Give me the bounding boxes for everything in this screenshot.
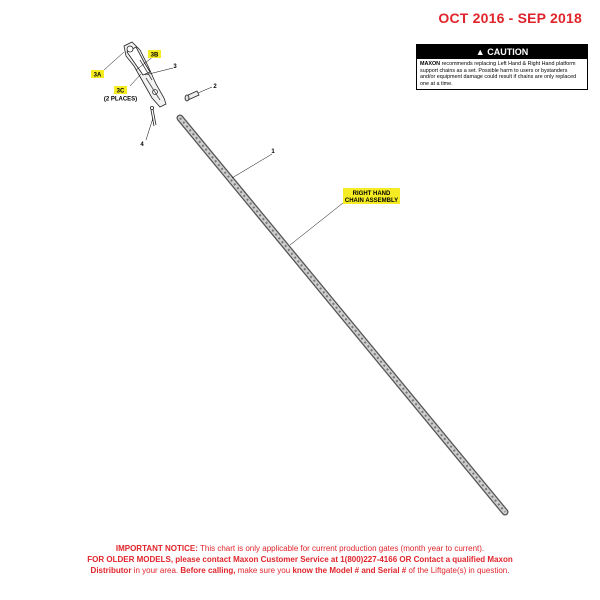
date-range: OCT 2016 - SEP 2018	[438, 10, 582, 26]
caution-message: recommends replacing Left Hand & Right Hand platform support chains as a set. Possible harm to users or bystanders and/or equipment damage could result if chains are only replaced one at a time.	[420, 61, 577, 87]
callout-3b-text: 3B	[150, 52, 159, 59]
callout-2-text: 2	[213, 84, 217, 90]
notice-line-3	[0, 565, 600, 576]
callout-2	[213, 84, 217, 90]
notice-end: of the Liftgate(s) in question.	[408, 566, 510, 575]
notice-before: Before calling,	[180, 566, 236, 575]
warning-triangle-icon: ▲	[475, 47, 485, 57]
leader-lines	[104, 52, 343, 245]
callout-3	[173, 64, 177, 70]
callout-4-text: 4	[140, 142, 144, 148]
notice-line-1	[0, 543, 600, 554]
callout-3a	[91, 70, 104, 79]
notice-distributor: Distributor	[90, 566, 132, 575]
notice-lead: IMPORTANT NOTICE:	[115, 544, 198, 553]
callout-3a-text: 3A	[93, 72, 102, 79]
callout-assembly	[343, 188, 400, 204]
notice-mid2: make sure you	[237, 566, 291, 575]
callout-3-text: 3	[173, 64, 177, 70]
caution-title: CAUTION	[487, 47, 529, 57]
caution-brand: MAXON	[420, 61, 441, 67]
callout-3c-note: (2 PLACES)	[103, 96, 138, 103]
notice-line-2	[0, 554, 600, 565]
assembly-label-line1: RIGHT HAND	[352, 191, 391, 197]
important-notice	[0, 543, 600, 576]
notice-mid: in your area.	[133, 566, 179, 575]
callout-4	[140, 142, 144, 148]
notice-line1-text: This chart is only applicable for current production gates (month year to current).	[200, 544, 485, 553]
notice-older-models: FOR OLDER MODELS, please contact Maxon Customer Service at 1(800)227-4166 OR Contact a qualified Maxon	[87, 555, 513, 564]
callout-1	[271, 149, 275, 155]
chain	[180, 118, 505, 512]
pin-part	[185, 91, 199, 101]
callout-1-text: 1	[271, 149, 275, 155]
callout-3c-text: 3C	[116, 88, 125, 95]
callout-3c	[104, 86, 137, 103]
notice-know: know the Model # and Serial #	[292, 566, 407, 575]
assembly-label-line2: CHAIN ASSEMBLY	[344, 198, 399, 204]
callout-3b	[148, 50, 161, 59]
